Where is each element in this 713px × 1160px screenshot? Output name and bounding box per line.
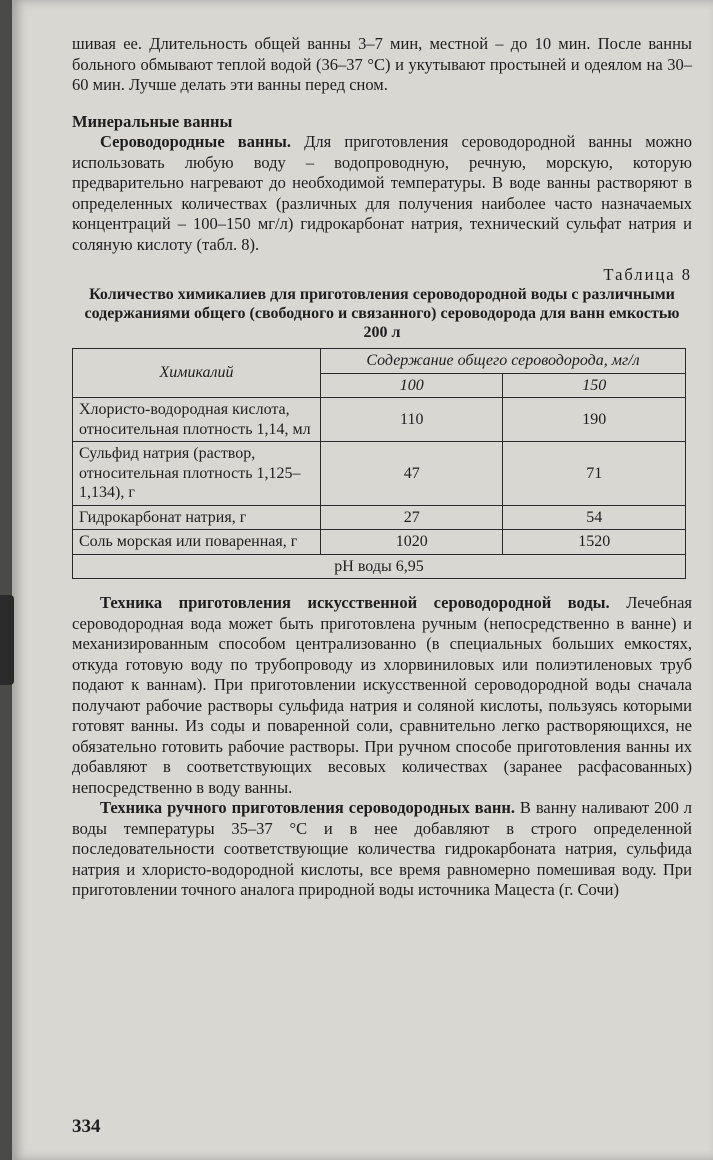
- book-page: [12, 0, 713, 1160]
- chemical-name: Хлористо-водородная кислота, относительная плотность 1,14, мл: [73, 398, 321, 442]
- value-150: 54: [503, 505, 686, 530]
- book-edge-shadow: [0, 595, 14, 685]
- table-footer-row: [73, 554, 686, 579]
- value-100: 47: [321, 442, 503, 506]
- value-100: 27: [321, 505, 503, 530]
- chemical-name: Гидрокарбонат натрия, г: [73, 505, 321, 530]
- value-100: 110: [321, 398, 503, 442]
- table-row: [73, 505, 686, 530]
- header-chemical: Химикалий: [73, 349, 321, 398]
- value-150: 1520: [503, 530, 686, 555]
- value-150: 71: [503, 442, 686, 506]
- technique-artificial-paragraph: [72, 593, 692, 798]
- table-row: [73, 530, 686, 555]
- table-caption: Количество химикалиев для приготовления сероводородной воды с различными содержаниями общего (свободного и связанного) сероводорода для ванн емкостью 200 л: [84, 286, 680, 341]
- run-in-heading: Техника ручного приготовления сероводородных ванн.: [100, 798, 515, 817]
- page-number: 334: [72, 1116, 101, 1137]
- paragraph-text: В ванну наливают 200 л воды температуры 35–37 °С и в нее добавляют в строго определенной последовательности соответствующие количества гидрокарбоната натрия, сульфида натрия и хлористо-водородной кислоты, все время равномерно помешивая воду. При приготовлении точного аналога природной воды источника Мацеста (г. Сочи): [72, 798, 692, 899]
- chemicals-table: [72, 348, 686, 579]
- paragraph-text: Лечебная сероводородная вода может быть приготовлена ручным (непосредственно в ванне) и механизированным способом централизованно (в специальных больших емкостях, откуда готовую воду по трубопроводу из хлорвиниловых или полиэтиленовых труб подают к ваннам). При приготовлении искусственной сероводородной воды сначала получают рабочие растворы сульфида натрия и соляной кислоты, пользуясь которыми готовят ванны. Из соды и поваренной соли, сравнительно легко растворяющихся, не обязательно готовить рабочие растворы. При ручном способе приготовления ванны их добавляют в соответствующих весовых количествах (заранее расфасованных) непосредственно в воду ванны.: [72, 593, 692, 797]
- header-100: 100: [321, 373, 503, 398]
- intro-paragraph: шивая ее. Длительность общей ванны 3–7 мин, местной – до 10 мин. После ванны больного обмывают теплой водой (36–37 °С) и укутывают простыней и одеялом на 30–60 мин. Лучше делать эти ванны перед сном.: [72, 34, 692, 94]
- technique-manual-paragraph: [72, 798, 692, 901]
- table-header-row: [73, 349, 686, 374]
- value-150: 190: [503, 398, 686, 442]
- chemical-name: Сульфид натрия (раствор, относительная плотность 1,125–1,134), г: [73, 442, 321, 506]
- value-100: 1020: [321, 530, 503, 555]
- table-label: Таблица 8: [603, 265, 692, 284]
- table-footer: рН воды 6,95: [73, 554, 686, 579]
- header-content: Содержание общего сероводорода, мг/л: [321, 349, 686, 374]
- table-row: [73, 442, 686, 506]
- section-heading: Минеральные ванны: [72, 111, 233, 131]
- run-in-heading: Сероводородные ванны.: [100, 132, 291, 151]
- hydrogen-sulfide-paragraph: [72, 132, 692, 255]
- page-content: [72, 34, 692, 901]
- run-in-heading: Техника приготовления искусственной сероводородной воды.: [100, 593, 610, 612]
- chemical-name: Соль морская или поваренная, г: [73, 530, 321, 555]
- table-row: [73, 398, 686, 442]
- paragraph-text: Для приготовления сероводородной ванны можно использовать любую воду – водопроводную, речную, морскую, которую предварительно нагревают до необходимой температуры. В воде ванны растворяют в определенных количествах (различных для получения наиболее часто назначаемых концентраций – 100–150 мг/л) гидрокарбонат натрия, технический сульфат натрия и соляную кислоту (табл. 8).: [72, 132, 692, 254]
- header-150: 150: [503, 373, 686, 398]
